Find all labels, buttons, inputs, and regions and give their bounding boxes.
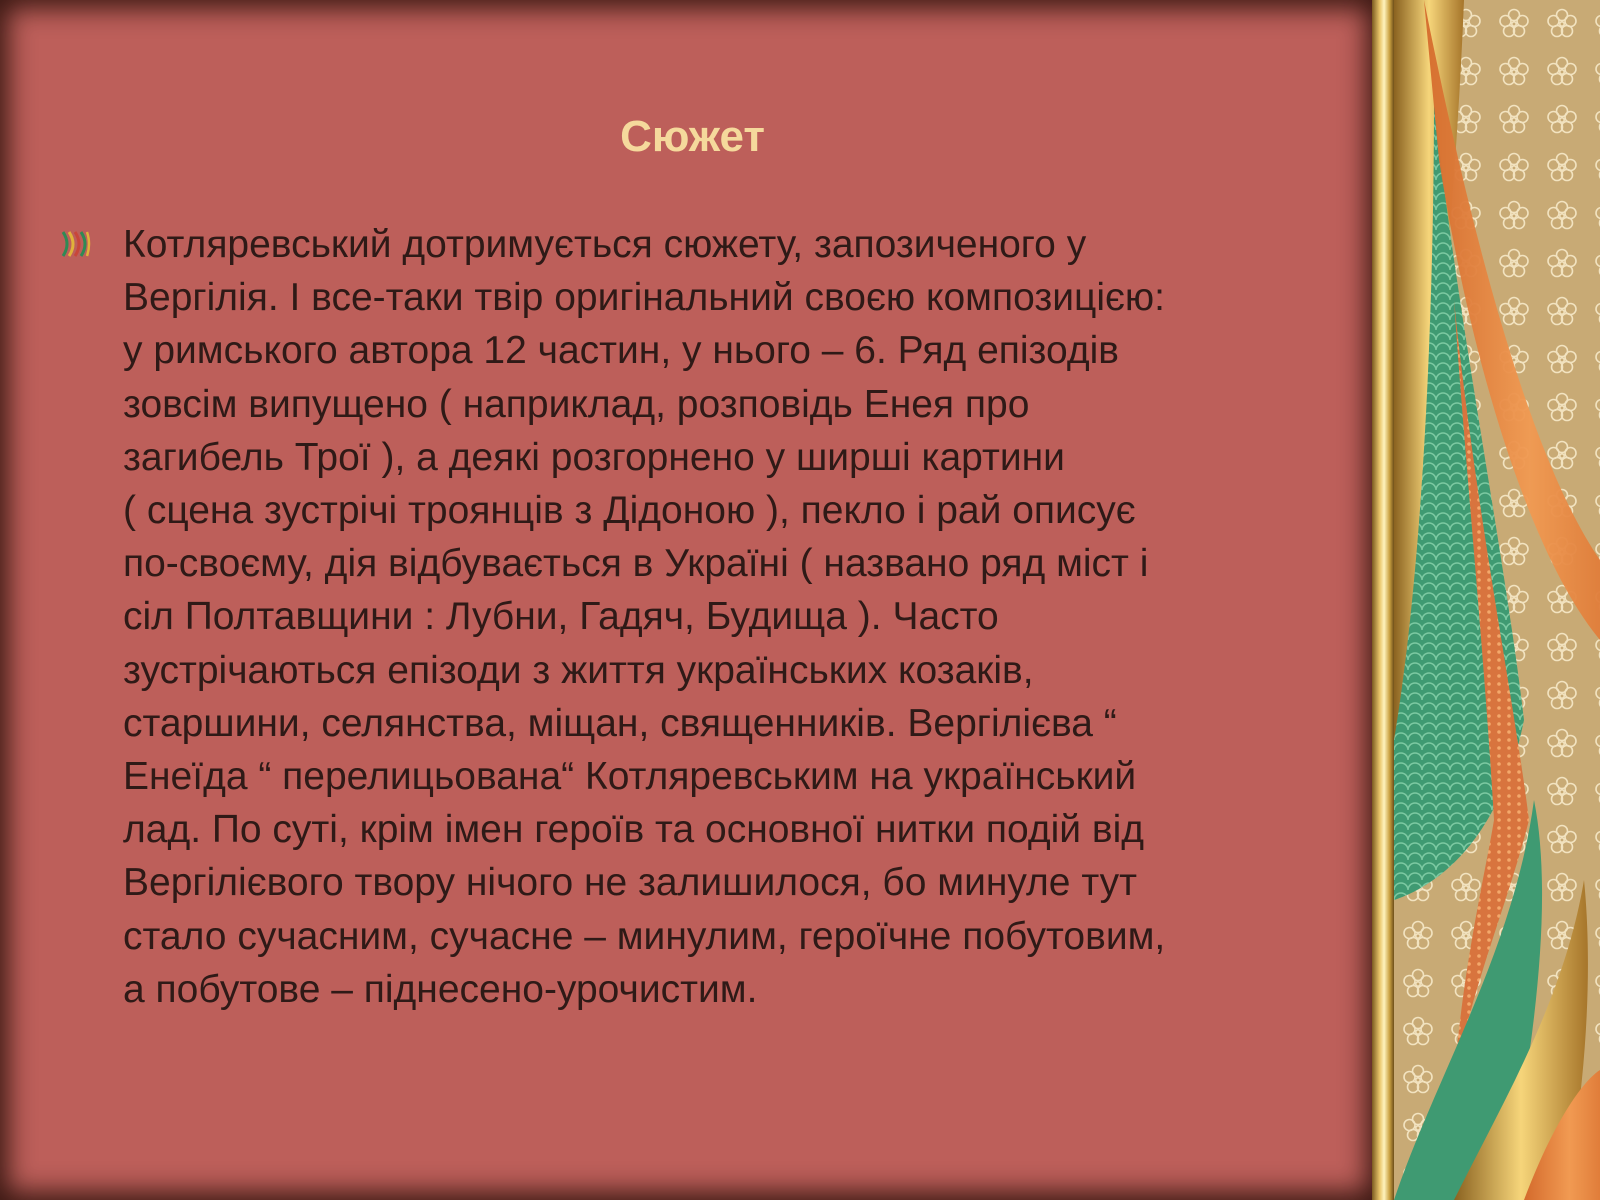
- slide-body-text: [123, 218, 1323, 1016]
- body-line: Енеїда “ перелицьована“ Котляревським на український: [123, 755, 1137, 799]
- body-line: лад. По суті, крім імен героїв та основної нитки подій від: [123, 808, 1145, 852]
- body-line: по-своєму, дія відбувається в Україні ( названо ряд міст і: [123, 542, 1149, 586]
- slide-title: Сюжет: [620, 112, 765, 161]
- body-line: старшини, селянства, міщан, священників. Вергілієва “: [123, 701, 1117, 745]
- body-line: а побутове – піднесено-урочистим.: [123, 967, 758, 1011]
- body-line: сіл Полтавщини : Лубни, Гадяч, Будища ). Часто: [123, 595, 999, 639]
- body-line: зовсім випущено ( наприклад, розповідь Енея про: [123, 382, 1030, 426]
- body-line: ( сцена зустрічі троянців з Дідоною ), пекло і рай описує: [123, 489, 1136, 533]
- gold-divider-strip: [1372, 0, 1394, 1200]
- decorative-ribbon-pattern: [1394, 0, 1600, 1200]
- body-line: у римського автора 12 частин, у нього – 6. Ряд епізодів: [123, 329, 1119, 373]
- body-line: Вергілієвого твору нічого не залишилося, бо минуле тут: [123, 861, 1137, 905]
- body-line: Котляревський дотримується сюжету, запозиченого у: [123, 223, 1087, 266]
- wave-bullet-icon: [60, 228, 92, 260]
- body-line: Вергілія. І все-таки твір оригінальний своєю композицією:: [123, 276, 1165, 320]
- body-line: стало сучасним, сучасне – минулим, героїчне побутовим,: [123, 914, 1166, 958]
- body-line: загибель Трої ), а деякі розгорнено у ширші картини: [123, 435, 1065, 479]
- body-line: зустрічаються епізоди з життя українських козаків,: [123, 648, 1034, 692]
